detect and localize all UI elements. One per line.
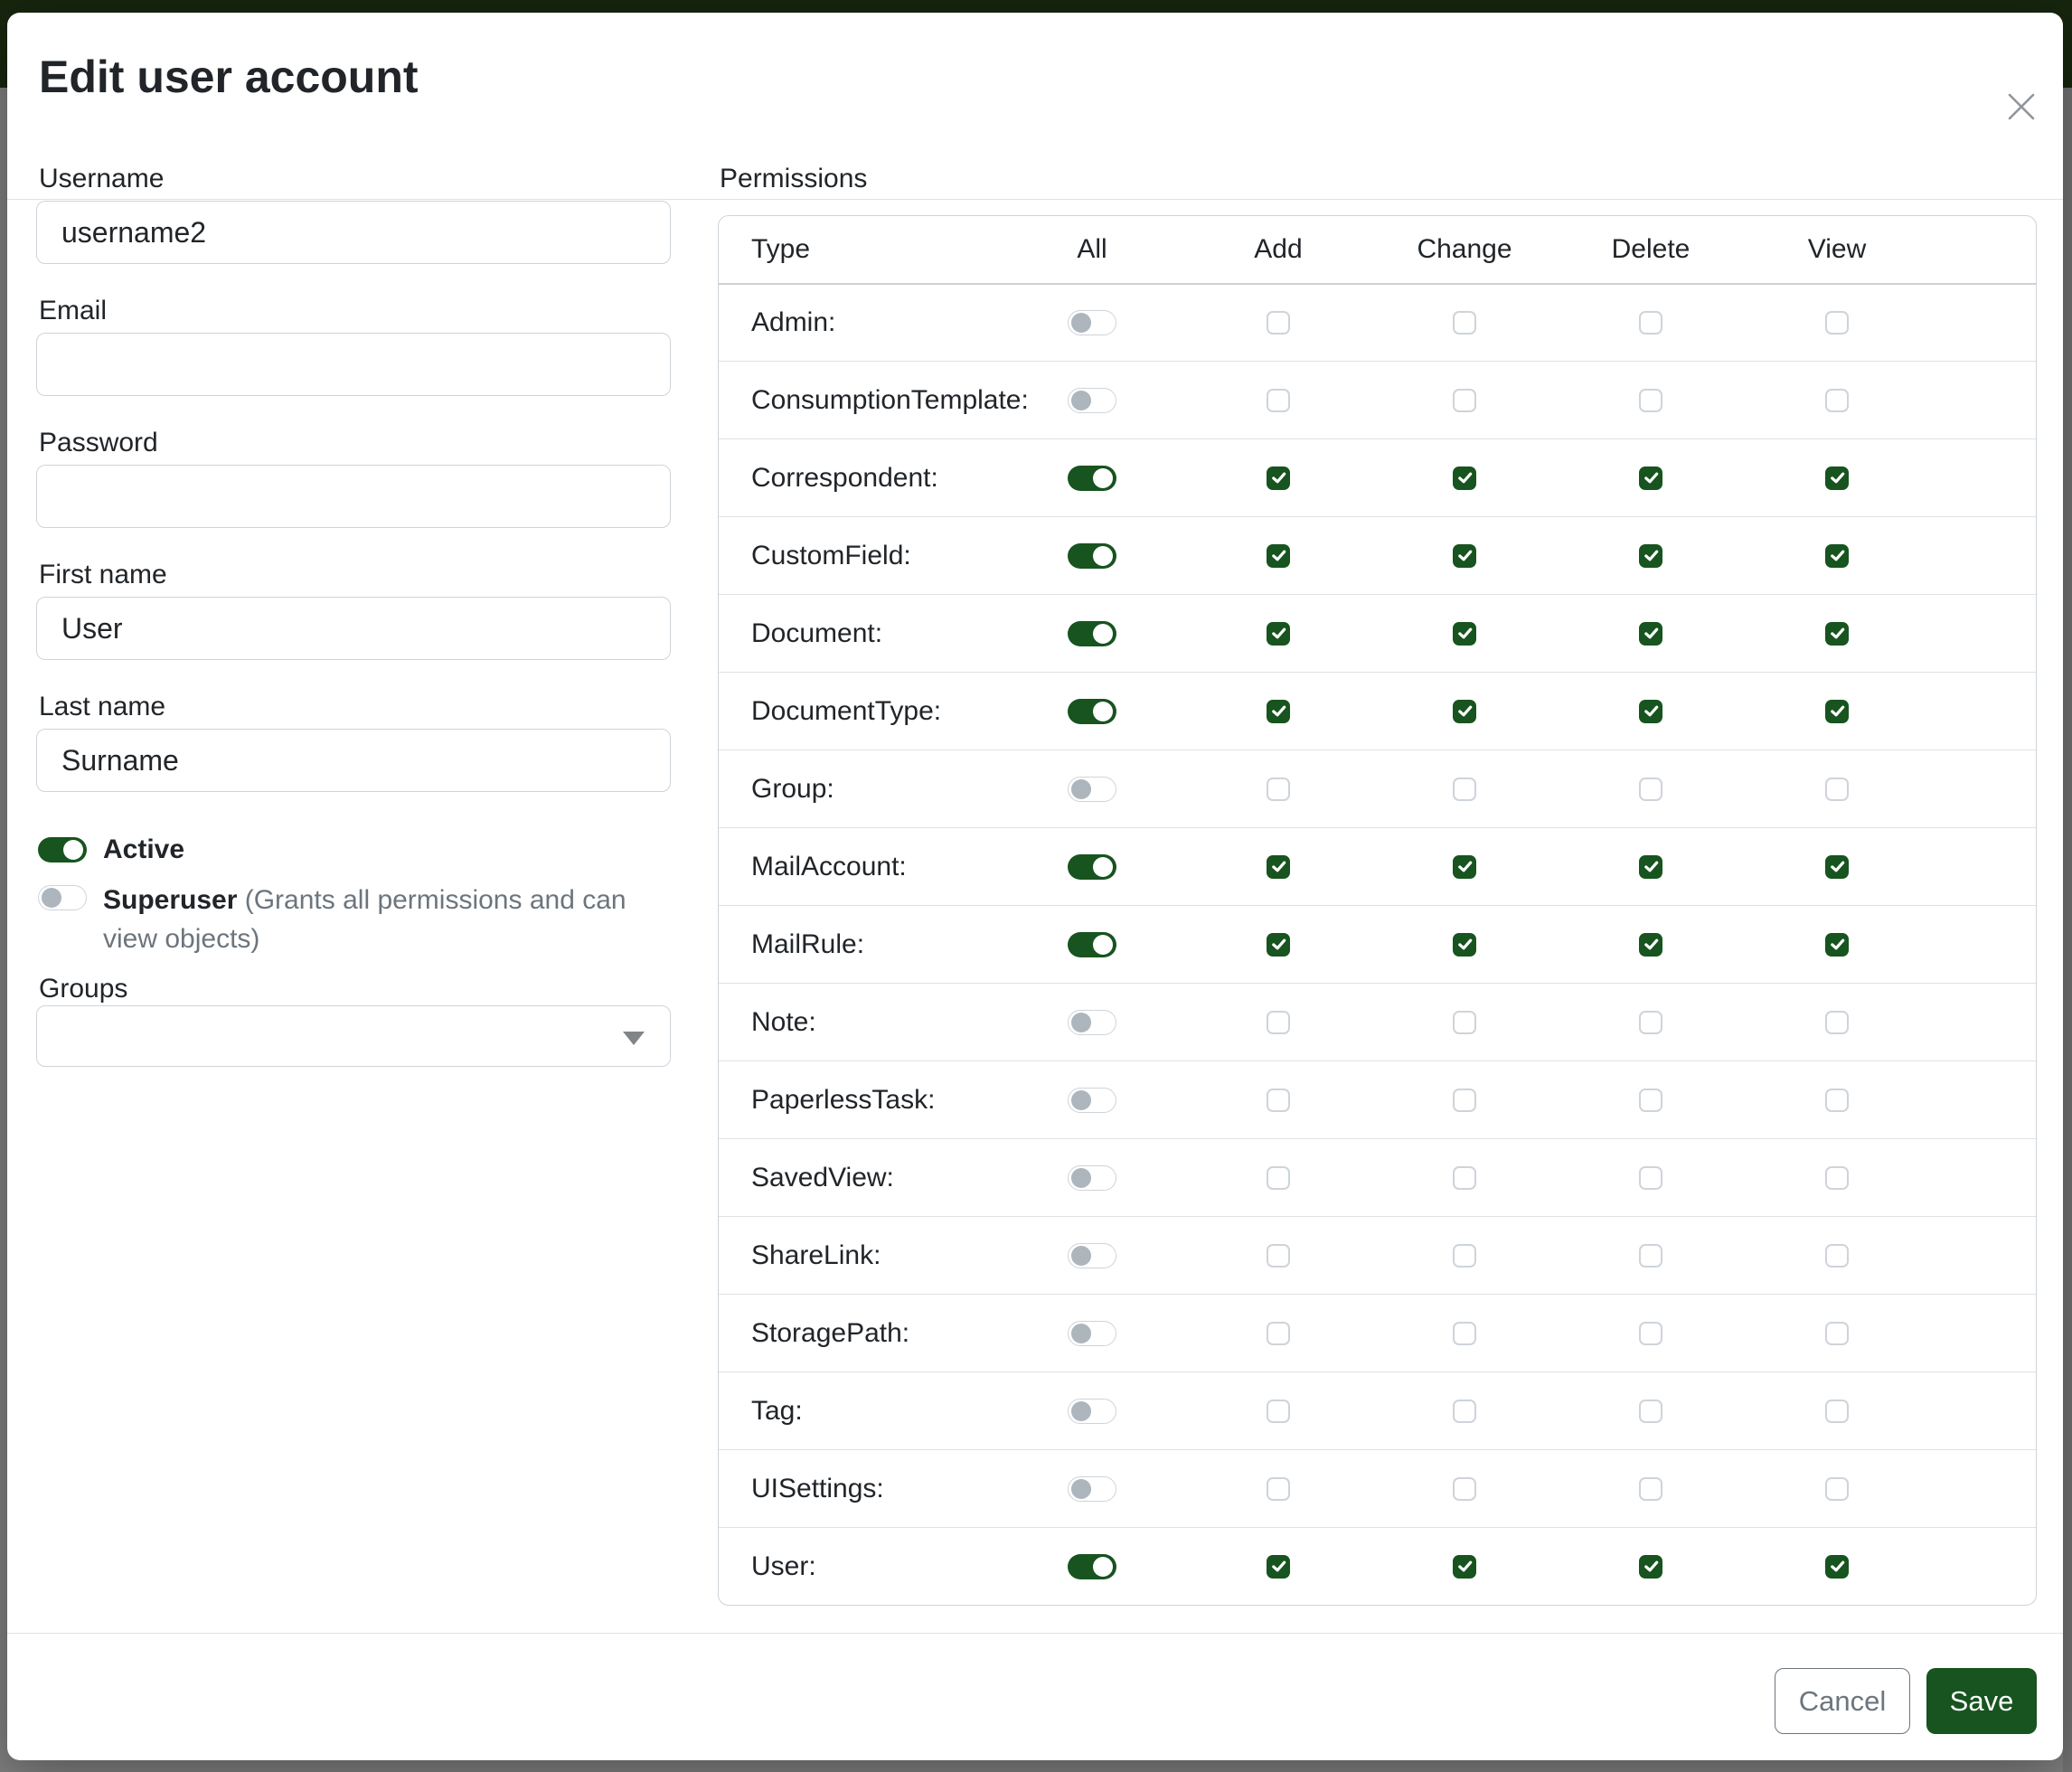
check-icon (1829, 936, 1846, 953)
permission-cell (1825, 1400, 1849, 1423)
permissions-header-row (719, 216, 2036, 283)
permission-cell (1825, 1244, 1849, 1268)
permission-cell (1825, 622, 1849, 646)
checkbox-paperlesstask-delete[interactable] (1639, 1089, 1662, 1112)
check-icon (1643, 625, 1660, 642)
toggle-document-all[interactable] (1068, 621, 1116, 646)
checkbox-documenttype-view[interactable] (1825, 700, 1849, 723)
check-icon (1270, 625, 1287, 642)
checkbox-sharelink-delete[interactable] (1639, 1244, 1662, 1268)
switch-knob (1093, 1557, 1113, 1577)
checkbox-uisettings-view[interactable] (1825, 1477, 1849, 1501)
permission-type-label: CustomField: (751, 540, 911, 570)
permission-cell (1639, 1244, 1662, 1268)
permission-cell (1068, 621, 1116, 646)
column-header-change: Change (1417, 234, 1512, 264)
checkbox-document-delete[interactable] (1639, 622, 1662, 646)
switch-knob (1093, 857, 1113, 877)
permission-row (719, 1527, 2036, 1605)
permission-cell (1068, 1010, 1116, 1035)
permission-cell (1068, 1399, 1116, 1424)
checkbox-savedview-add[interactable] (1267, 1166, 1290, 1190)
checkbox-admin-view[interactable] (1825, 311, 1849, 335)
check-icon (1456, 936, 1474, 953)
permission-cell (1453, 1477, 1476, 1501)
permission-cell (1825, 700, 1849, 723)
permission-cell (1068, 699, 1116, 724)
checkbox-documenttype-add[interactable] (1267, 700, 1290, 723)
permission-cell (1453, 1244, 1476, 1268)
check-icon (1456, 858, 1474, 875)
toggle-documenttype-all[interactable] (1068, 699, 1116, 724)
password-label: Password (39, 428, 158, 457)
permission-cell (1453, 544, 1476, 568)
checkbox-group-add[interactable] (1267, 778, 1290, 801)
switch-knob (1071, 1324, 1091, 1343)
permission-cell (1068, 1165, 1116, 1191)
cancel-button[interactable]: Cancel (1775, 1668, 1910, 1734)
check-icon (1456, 469, 1474, 486)
checkbox-tag-add[interactable] (1267, 1400, 1290, 1423)
checkbox-tag-change[interactable] (1453, 1400, 1476, 1423)
permission-cell (1068, 388, 1116, 413)
first-name-label: First name (39, 560, 167, 589)
checkbox-customfield-view[interactable] (1825, 544, 1849, 568)
check-icon (1643, 547, 1660, 564)
permission-row (719, 749, 2036, 827)
permission-cell (1267, 544, 1290, 568)
check-icon (1456, 1558, 1474, 1575)
checkbox-mailaccount-delete[interactable] (1639, 855, 1662, 879)
check-icon (1270, 1558, 1287, 1575)
permission-type-label: PaperlessTask: (751, 1084, 936, 1115)
permission-cell (1267, 389, 1290, 412)
permission-cell (1453, 778, 1476, 801)
checkbox-savedview-delete[interactable] (1639, 1166, 1662, 1190)
checkbox-storagepath-view[interactable] (1825, 1322, 1849, 1345)
switch-knob (42, 888, 61, 908)
checkbox-mailrule-add[interactable] (1267, 933, 1290, 957)
checkbox-mailaccount-change[interactable] (1453, 855, 1476, 879)
permission-row (719, 827, 2036, 905)
permission-cell (1825, 467, 1849, 490)
permission-row (719, 361, 2036, 438)
permissions-label: Permissions (720, 164, 868, 193)
toggle-sharelink-all[interactable] (1068, 1243, 1116, 1268)
permission-cell (1068, 310, 1116, 335)
column-header-all: All (1077, 234, 1107, 264)
active-toggle-row (38, 834, 184, 865)
permission-cell (1639, 389, 1662, 412)
permissions-table (718, 215, 2037, 1606)
permission-cell (1453, 311, 1476, 335)
permission-cell (1453, 1011, 1476, 1034)
superuser-toggle[interactable] (38, 885, 87, 910)
checkbox-mailrule-delete[interactable] (1639, 933, 1662, 957)
superuser-toggle-row (38, 881, 668, 958)
checkbox-savedview-change[interactable] (1453, 1166, 1476, 1190)
checkbox-note-view[interactable] (1825, 1011, 1849, 1034)
permission-cell (1267, 778, 1290, 801)
check-icon (1270, 936, 1287, 953)
checkbox-customfield-change[interactable] (1453, 544, 1476, 568)
checkbox-storagepath-delete[interactable] (1639, 1322, 1662, 1345)
checkbox-user-view[interactable] (1825, 1555, 1849, 1579)
permission-row (719, 1060, 2036, 1138)
permission-cell (1068, 932, 1116, 957)
checkbox-correspondent-view[interactable] (1825, 467, 1849, 490)
groups-select[interactable] (36, 1005, 671, 1067)
permission-cell (1639, 544, 1662, 568)
checkbox-uisettings-add[interactable] (1267, 1477, 1290, 1501)
last-name-label: Last name (39, 692, 166, 721)
permission-cell (1639, 855, 1662, 879)
checkbox-admin-add[interactable] (1267, 311, 1290, 335)
checkbox-consumptiontemplate-delete[interactable] (1639, 389, 1662, 412)
checkbox-admin-delete[interactable] (1639, 311, 1662, 335)
toggle-tag-all[interactable] (1068, 1399, 1116, 1424)
toggle-group-all[interactable] (1068, 777, 1116, 802)
toggle-savedview-all[interactable] (1068, 1165, 1116, 1191)
checkbox-user-change[interactable] (1453, 1555, 1476, 1579)
edit-user-modal (7, 13, 2063, 1760)
check-icon (1456, 702, 1474, 720)
permission-cell (1068, 1554, 1116, 1579)
save-button[interactable]: Save (1926, 1668, 2037, 1734)
permission-row (719, 1449, 2036, 1527)
permission-row (719, 1216, 2036, 1294)
switch-knob (1093, 468, 1113, 488)
toggle-customfield-all[interactable] (1068, 543, 1116, 569)
check-icon (1643, 469, 1660, 486)
checkbox-note-add[interactable] (1267, 1011, 1290, 1034)
checkbox-group-change[interactable] (1453, 778, 1476, 801)
permission-cell (1639, 311, 1662, 335)
switch-knob (1071, 1401, 1091, 1421)
permission-cell (1267, 700, 1290, 723)
checkbox-paperlesstask-add[interactable] (1267, 1089, 1290, 1112)
permission-type-label: ShareLink: (751, 1239, 881, 1270)
chevron-down-icon (623, 1032, 645, 1045)
permission-cell (1267, 1244, 1290, 1268)
permission-cell (1267, 1011, 1290, 1034)
checkbox-document-change[interactable] (1453, 622, 1476, 646)
permission-cell (1267, 855, 1290, 879)
checkbox-mailrule-view[interactable] (1825, 933, 1849, 957)
groups-label: Groups (39, 974, 128, 1004)
switch-knob (1071, 1090, 1091, 1110)
permission-type-label: Correspondent: (751, 462, 938, 493)
checkbox-uisettings-change[interactable] (1453, 1477, 1476, 1501)
permission-cell (1068, 466, 1116, 491)
check-icon (1270, 702, 1287, 720)
permission-cell (1068, 1088, 1116, 1113)
permission-cell (1639, 1400, 1662, 1423)
username-input[interactable] (36, 201, 671, 264)
switch-knob (1071, 1246, 1091, 1266)
permission-type-label: Note: (751, 1006, 816, 1037)
toggle-mailrule-all[interactable] (1068, 932, 1116, 957)
checkbox-user-add[interactable] (1267, 1555, 1290, 1579)
active-toggle[interactable] (38, 837, 87, 862)
permission-type-label: Admin: (751, 307, 836, 337)
permission-cell (1825, 933, 1849, 957)
permission-cell (1267, 622, 1290, 646)
switch-knob (1093, 702, 1113, 721)
permission-cell (1453, 1555, 1476, 1579)
superuser-label: Superuser (103, 885, 238, 915)
permission-type-label: UISettings: (751, 1473, 884, 1503)
checkbox-storagepath-change[interactable] (1453, 1322, 1476, 1345)
checkbox-document-add[interactable] (1267, 622, 1290, 646)
permission-cell (1267, 933, 1290, 957)
checkbox-savedview-view[interactable] (1825, 1166, 1849, 1190)
superuser-hint: (Grants all permissions and can view objects) (103, 885, 626, 954)
permission-row (719, 905, 2036, 983)
permission-cell (1825, 389, 1849, 412)
permission-row (719, 1294, 2036, 1371)
permission-cell (1453, 1322, 1476, 1345)
check-icon (1829, 547, 1846, 564)
checkbox-storagepath-add[interactable] (1267, 1322, 1290, 1345)
checkbox-documenttype-change[interactable] (1453, 700, 1476, 723)
permission-cell (1267, 467, 1290, 490)
permission-cell (1825, 1322, 1849, 1345)
permission-type-label: SavedView: (751, 1162, 894, 1192)
check-icon (1456, 547, 1474, 564)
permission-cell (1825, 1477, 1849, 1501)
checkbox-consumptiontemplate-view[interactable] (1825, 389, 1849, 412)
permission-cell (1639, 1166, 1662, 1190)
permission-cell (1825, 778, 1849, 801)
page-title: Edit user account (39, 52, 419, 102)
switch-knob (1071, 313, 1091, 333)
switch-knob (1071, 391, 1091, 410)
permission-cell (1267, 1477, 1290, 1501)
check-icon (1643, 1558, 1660, 1575)
checkbox-mailaccount-add[interactable] (1267, 855, 1290, 879)
checkbox-paperlesstask-change[interactable] (1453, 1089, 1476, 1112)
permission-cell (1267, 1400, 1290, 1423)
checkbox-customfield-delete[interactable] (1639, 544, 1662, 568)
checkbox-group-delete[interactable] (1639, 778, 1662, 801)
permission-cell (1453, 1089, 1476, 1112)
checkbox-document-view[interactable] (1825, 622, 1849, 646)
check-icon (1270, 547, 1287, 564)
toggle-mailaccount-all[interactable] (1068, 854, 1116, 880)
permission-row (719, 1138, 2036, 1216)
permission-type-label: StoragePath: (751, 1317, 910, 1348)
permission-cell (1639, 1089, 1662, 1112)
permission-cell (1639, 1011, 1662, 1034)
permission-cell (1639, 1477, 1662, 1501)
permission-cell (1825, 311, 1849, 335)
email-label: Email (39, 296, 108, 325)
email-field[interactable] (36, 333, 671, 396)
permission-row (719, 1371, 2036, 1449)
permission-cell (1068, 1476, 1116, 1502)
check-icon (1643, 702, 1660, 720)
permission-cell (1267, 1322, 1290, 1345)
permission-type-label: Group: (751, 773, 834, 804)
permission-cell (1068, 543, 1116, 569)
permission-cell (1825, 544, 1849, 568)
permission-cell (1453, 1166, 1476, 1190)
footer-divider (7, 1633, 2063, 1634)
checkbox-sharelink-change[interactable] (1453, 1244, 1476, 1268)
active-label: Active (103, 834, 185, 864)
toggle-storagepath-all[interactable] (1068, 1321, 1116, 1346)
superuser-text (103, 881, 668, 958)
permission-cell (1639, 700, 1662, 723)
permission-cell (1068, 777, 1116, 802)
permission-cell (1825, 1166, 1849, 1190)
permission-type-label: MailAccount: (751, 851, 907, 881)
checkbox-consumptiontemplate-add[interactable] (1267, 389, 1290, 412)
page-scrollbar[interactable] (2063, 88, 2072, 1772)
toggle-user-all[interactable] (1068, 1554, 1116, 1579)
permission-cell (1453, 467, 1476, 490)
checkbox-correspondent-add[interactable] (1267, 467, 1290, 490)
checkbox-note-change[interactable] (1453, 1011, 1476, 1034)
password-field[interactable] (36, 465, 671, 528)
checkbox-tag-delete[interactable] (1639, 1400, 1662, 1423)
switch-knob (1093, 624, 1113, 644)
permission-cell (1453, 933, 1476, 957)
checkbox-group-view[interactable] (1825, 778, 1849, 801)
toggle-paperlesstask-all[interactable] (1068, 1088, 1116, 1113)
switch-knob (1071, 779, 1091, 799)
checkbox-user-delete[interactable] (1639, 1555, 1662, 1579)
check-icon (1829, 858, 1846, 875)
permission-cell (1639, 467, 1662, 490)
permission-cell (1639, 622, 1662, 646)
permission-cell (1068, 854, 1116, 880)
toggle-correspondent-all[interactable] (1068, 466, 1116, 491)
permission-cell (1453, 700, 1476, 723)
check-icon (1829, 1558, 1846, 1575)
permission-cell (1825, 1011, 1849, 1034)
close-icon[interactable] (2003, 89, 2039, 125)
permission-type-label: Document: (751, 617, 883, 648)
column-header-delete: Delete (1611, 234, 1691, 264)
toggle-note-all[interactable] (1068, 1010, 1116, 1035)
checkbox-mailrule-change[interactable] (1453, 933, 1476, 957)
check-icon (1643, 858, 1660, 875)
toggle-admin-all[interactable] (1068, 310, 1116, 335)
header-divider (7, 199, 2063, 200)
permission-cell (1639, 1555, 1662, 1579)
permission-cell (1639, 1322, 1662, 1345)
permission-type-label: DocumentType: (751, 695, 942, 726)
permission-cell (1639, 778, 1662, 801)
check-icon (1270, 469, 1287, 486)
first-name-field[interactable] (36, 597, 671, 660)
permission-cell (1267, 311, 1290, 335)
column-header-view: View (1807, 234, 1867, 264)
switch-knob (1071, 1013, 1091, 1032)
checkbox-correspondent-change[interactable] (1453, 467, 1476, 490)
checkbox-tag-view[interactable] (1825, 1400, 1849, 1423)
permission-cell (1068, 1321, 1116, 1346)
check-icon (1643, 936, 1660, 953)
permission-cell (1825, 1089, 1849, 1112)
checkbox-consumptiontemplate-change[interactable] (1453, 389, 1476, 412)
check-icon (1829, 702, 1846, 720)
permission-row (719, 672, 2036, 749)
permission-cell (1267, 1555, 1290, 1579)
permission-cell (1639, 933, 1662, 957)
permission-row (719, 438, 2036, 516)
switch-knob (1071, 1168, 1091, 1188)
switch-knob (1093, 935, 1113, 955)
checkbox-sharelink-add[interactable] (1267, 1244, 1290, 1268)
check-icon (1270, 858, 1287, 875)
check-icon (1456, 625, 1474, 642)
column-header-add: Add (1254, 234, 1303, 264)
switch-knob (1071, 1479, 1091, 1499)
checkbox-customfield-add[interactable] (1267, 544, 1290, 568)
permission-cell (1267, 1166, 1290, 1190)
permission-cell (1453, 855, 1476, 879)
permission-cell (1825, 855, 1849, 879)
permission-cell (1453, 1400, 1476, 1423)
username-label: Username (39, 164, 165, 193)
permission-type-label: Tag: (751, 1395, 803, 1426)
permission-cell (1453, 389, 1476, 412)
permission-row (719, 283, 2036, 361)
toggle-uisettings-all[interactable] (1068, 1476, 1116, 1502)
permission-row (719, 516, 2036, 594)
permission-cell (1453, 622, 1476, 646)
check-icon (1829, 625, 1846, 642)
checkbox-note-delete[interactable] (1639, 1011, 1662, 1034)
permission-cell (1825, 1555, 1849, 1579)
permission-row (719, 594, 2036, 672)
checkbox-paperlesstask-view[interactable] (1825, 1089, 1849, 1112)
permission-row (719, 983, 2036, 1060)
column-header-type: Type (751, 234, 811, 264)
checkbox-correspondent-delete[interactable] (1639, 467, 1662, 490)
switch-knob (1093, 546, 1113, 566)
checkbox-mailaccount-view[interactable] (1825, 855, 1849, 879)
permission-type-label: MailRule: (751, 928, 865, 959)
checkbox-uisettings-delete[interactable] (1639, 1477, 1662, 1501)
toggle-consumptiontemplate-all[interactable] (1068, 388, 1116, 413)
checkbox-sharelink-view[interactable] (1825, 1244, 1849, 1268)
permission-cell (1068, 1243, 1116, 1268)
permission-cell (1267, 1089, 1290, 1112)
switch-knob (63, 840, 83, 860)
permission-type-label: ConsumptionTemplate: (751, 384, 1029, 415)
last-name-field[interactable] (36, 729, 671, 792)
permission-type-label: User: (751, 1550, 816, 1581)
checkbox-admin-change[interactable] (1453, 311, 1476, 335)
checkbox-documenttype-delete[interactable] (1639, 700, 1662, 723)
check-icon (1829, 469, 1846, 486)
